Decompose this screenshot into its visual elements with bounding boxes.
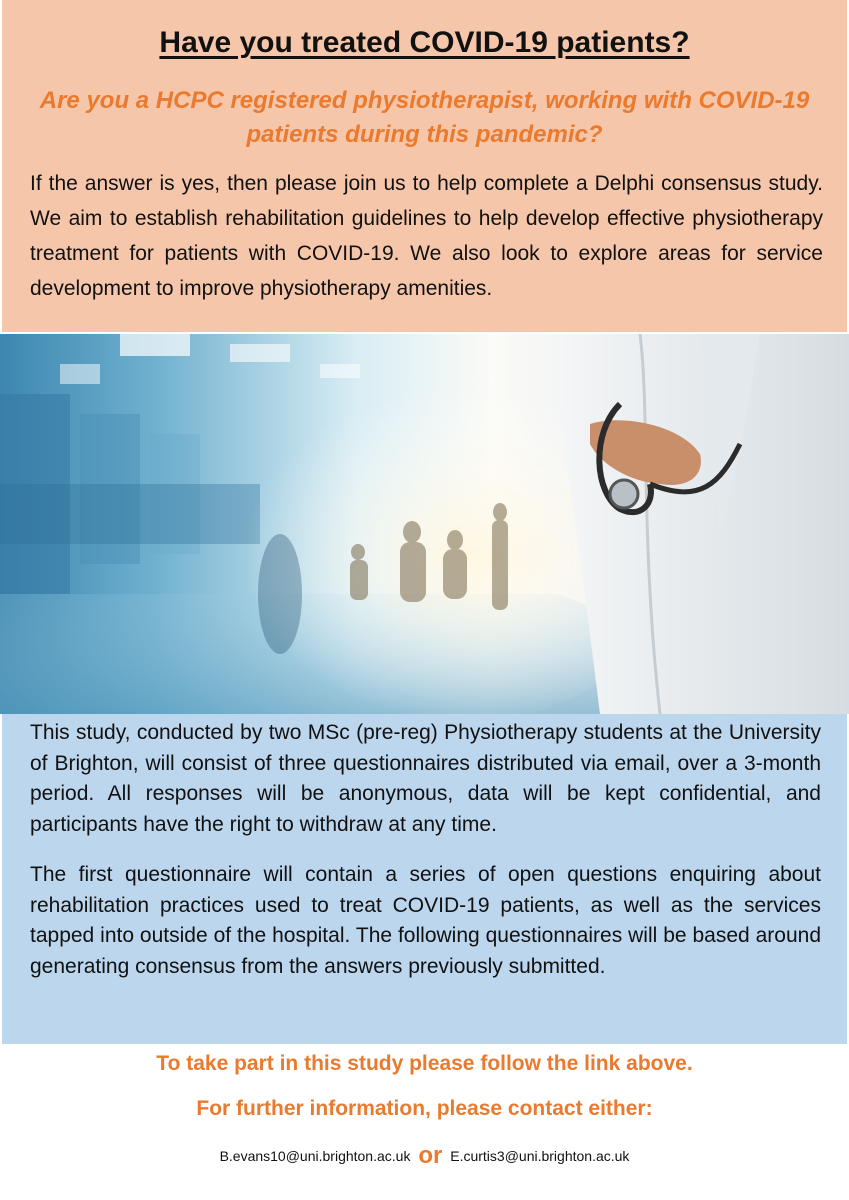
contact-heading: For further information, please contact either: bbox=[196, 1097, 653, 1120]
hospital-doctor-photo bbox=[0, 334, 849, 714]
contact-emails bbox=[0, 1142, 849, 1170]
page-title: Have you treated COVID-19 patients? bbox=[159, 26, 690, 59]
or-separator: or bbox=[418, 1142, 443, 1169]
subtitle-line-2: patients during this pandemic? bbox=[246, 121, 603, 148]
study-paragraph-2: The first questionnaire will contain a series of open questions enquiring about rehabilitation practices used to treat COVID-19 patients, as well as the services tapped into outside of the hospital. The following questionnaires will be based around generating consensus from the answers previously submitted. bbox=[30, 863, 821, 978]
photo-illustration bbox=[0, 334, 849, 714]
subtitle-line-1: Are you a HCPC registered physiotherapist, working with COVID-19 bbox=[39, 87, 810, 114]
email-curtis[interactable]: E.curtis3@uni.brighton.ac.uk bbox=[450, 1148, 630, 1164]
subtitle bbox=[24, 84, 825, 152]
intro-paragraph: If the answer is yes, then please join us to help complete a Delphi consensus study. We aim to establish rehabilitation guidelines to help develop effective physiotherapy treatment for patients with COVID-19. We also look to explore areas for service development to improve physiotherapy amenities. bbox=[30, 172, 823, 300]
call-to-action: To take part in this study please follow the link above. bbox=[156, 1052, 693, 1075]
study-paragraph-1: This study, conducted by two MSc (pre-reg) Physiotherapy students at the University of Brighton, will consist of three questionnaires distributed via email, over a 3-month period. All responses will be anonymous, data will be kept confidential, and participants have the right to withdraw at any time. bbox=[30, 721, 821, 836]
email-evans[interactable]: B.evans10@uni.brighton.ac.uk bbox=[219, 1148, 411, 1164]
